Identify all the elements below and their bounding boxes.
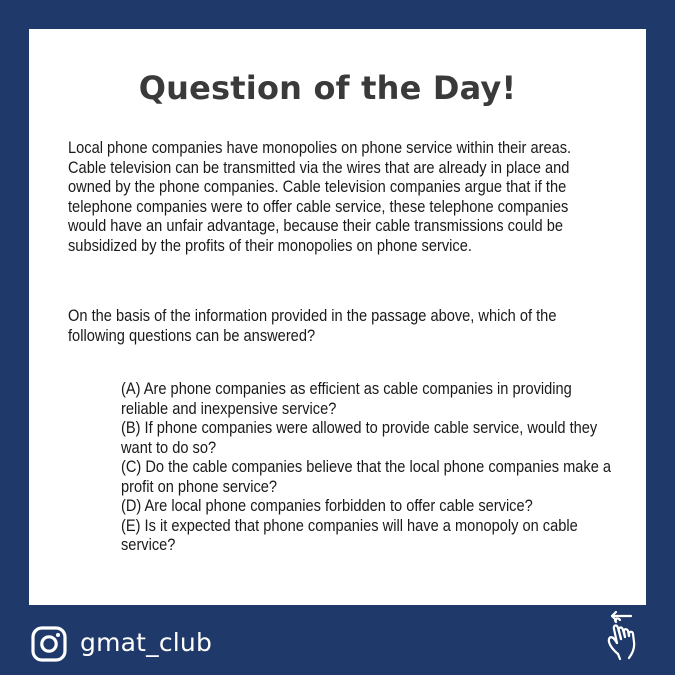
passage-text — [68, 138, 606, 255]
instagram-handle[interactable]: gmat_club — [80, 628, 213, 657]
question-card — [29, 29, 646, 605]
option-e[interactable]: (E) Is it expected that phone companies will have a monopoly on cable service? — [121, 515, 578, 554]
answer-options — [121, 379, 614, 555]
option-c[interactable]: (C) Do the cable companies believe that the local phone companies make a profit on phone service? — [121, 457, 612, 496]
question-text: On the basis of the information provided in the passage above, which of the following questions can be answered? — [68, 306, 557, 345]
instagram-icon[interactable] — [31, 626, 67, 662]
option-d[interactable]: (D) Are local phone companies forbidden to offer cable service? — [121, 496, 533, 515]
page-title: Question of the Day! — [138, 69, 517, 107]
option-a[interactable]: (A) Are phone companies as efficient as cable companies in providing reliable and inexpensive service? — [121, 379, 572, 418]
swipe-hand-icon — [596, 609, 648, 663]
option-b[interactable]: (B) If phone companies were allowed to provide cable service, would they want to do so? — [121, 418, 598, 457]
passage-paragraph: Local phone companies have monopolies on phone service within their areas. Cable television can be transmitted via the wires that are already in place and owned by the phone companies. Cable television companies argue that if the telephone companies were to offer cable service, these telephone companies would have an unfair advantage, because their cable transmissions could be subsidized by the profits of their monopolies on phone service. — [68, 138, 572, 255]
question-stem — [68, 306, 606, 345]
